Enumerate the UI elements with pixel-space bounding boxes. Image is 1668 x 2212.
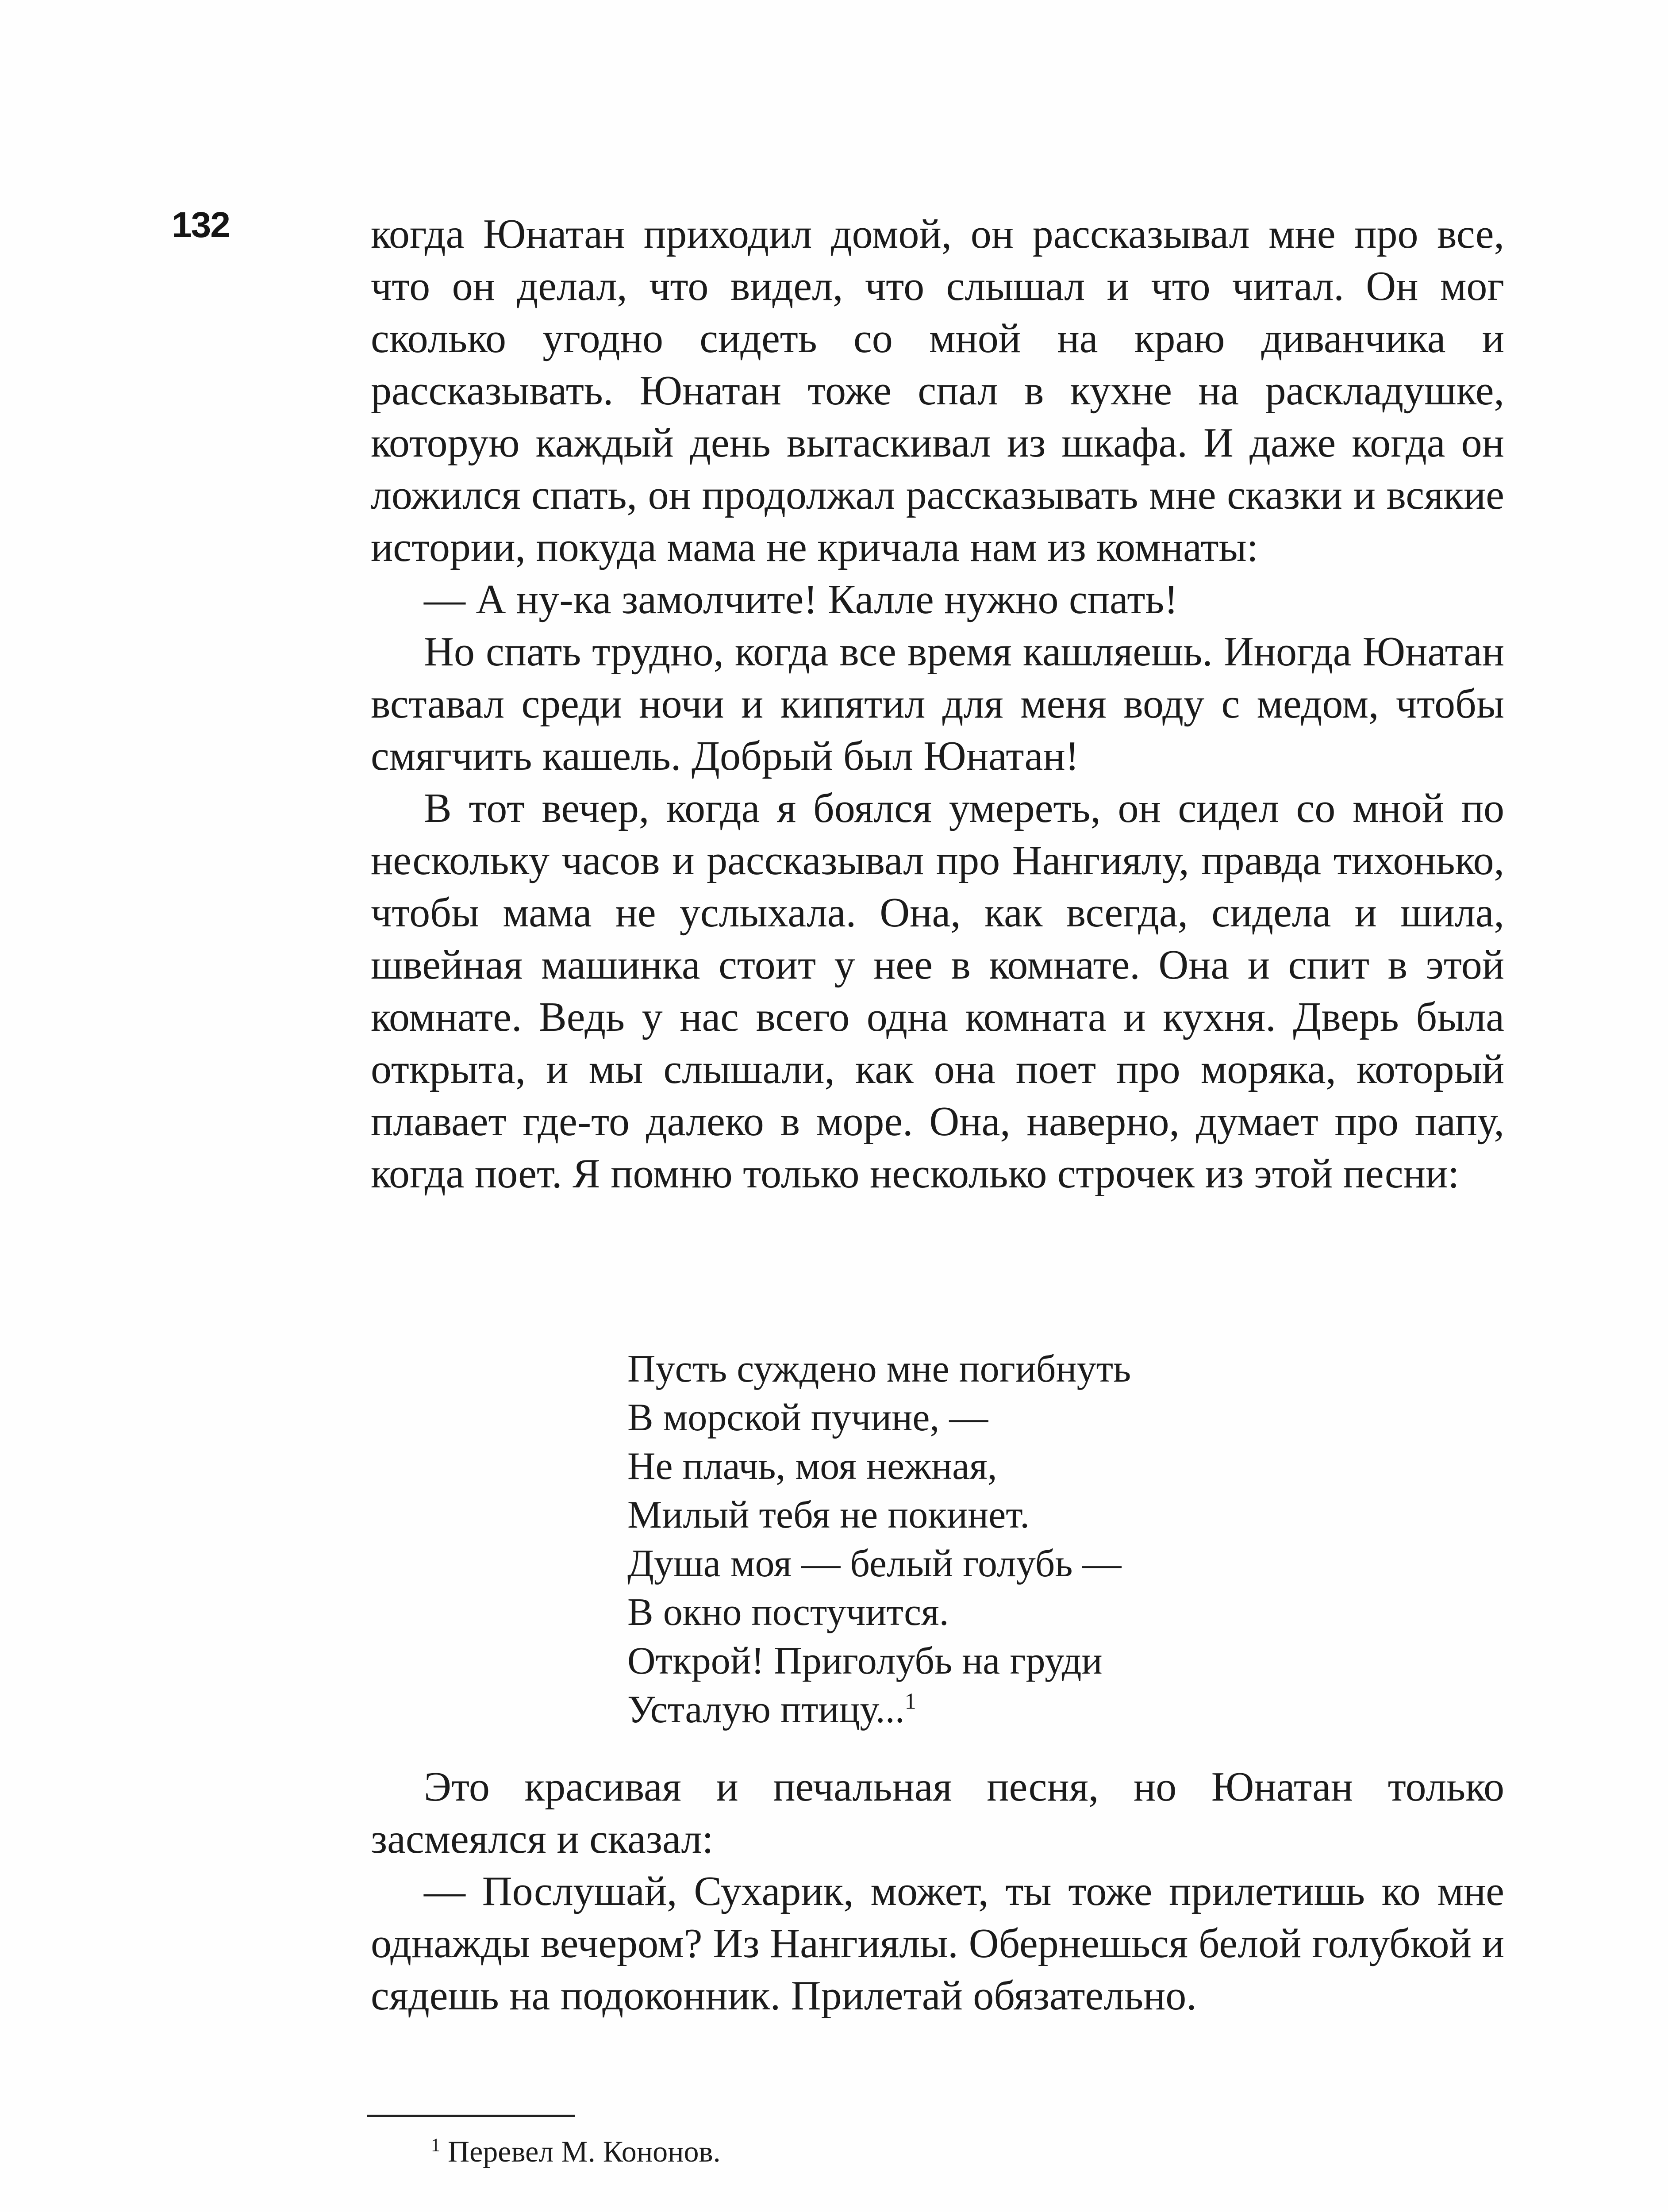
verse-line: В морской пучине, —: [627, 1396, 988, 1439]
page-number: 132: [172, 205, 230, 245]
verse-line: Пусть суждено мне погибнуть: [627, 1348, 1131, 1390]
verse-line: Милый тебя не покинет.: [627, 1494, 1030, 1536]
dialogue-line: — А ну-ка замолчите! Калле нужно спать!: [424, 576, 1178, 622]
main-text-block: [371, 208, 1504, 1200]
verse-line: В окно постучится.: [627, 1591, 949, 1634]
paragraph: В тот вечер, когда я боялся умереть, он сидел со мной по нескольку часов и рассказывал про Нангиялу, правда тихонько, чтобы мама не услыхала. Она, как всегда, сидела и шила, швейная машинка стоит у нее в комнате. Она и спит в этой комнате. Ведь у нас всего одна комната и кухня. Дверь была открыта, и мы слышали, как она поет про моряка, который плавает где-то далеко в море. Она, наверно, думает про папу, когда поет. Я помню только несколько строчек из этой песни:: [371, 785, 1504, 1197]
footnote: [431, 2132, 721, 2170]
dialogue-line: — Послушай, Сухарик, может, ты тоже прилетишь ко мне однажды вечером? Из Нангиялы. Обернешься белой голубкой и сядешь на подоконник. Прилетай обязательно.: [371, 1868, 1504, 2019]
verse-line: [627, 1686, 1291, 1734]
verse-line: Душа моя — белый голубь —: [627, 1542, 1122, 1585]
song-verse: [627, 1345, 1291, 1734]
verse-line: Открой! Приголубь на груди: [627, 1640, 1103, 1682]
main-text-block-continued: [371, 1761, 1504, 2022]
paragraph: когда Юнатан приходил домой, он рассказывал мне про все, что он делал, что видел, что слышал и что читал. Он мог сколько угодно сидеть со мной на краю диванчика и рассказывать. Юнатан тоже спал в кухне на раскладушке, которую каждый день вытаскивал из шкафа. И даже когда он ложился спать, он продолжал рассказывать мне сказки и всякие истории, покуда мама не кричала нам из комнаты:: [371, 211, 1504, 570]
verse-line: Не плачь, моя нежная,: [627, 1445, 997, 1488]
footnote-text: Перевел М. Кононов.: [448, 2135, 721, 2168]
footnote-marker: 1: [431, 2135, 440, 2156]
footnote-divider: [367, 2115, 575, 2117]
footnote-reference: 1: [904, 1689, 916, 1714]
paragraph: Это красивая и печальная песня, но Юнатан только засмеялся и сказал:: [371, 1764, 1504, 1862]
paragraph: Но спать трудно, когда все время кашляешь. Иногда Юнатан вставал среди ночи и кипятил для меня воду с медом, чтобы смягчить кашель. Добрый был Юнатан!: [371, 629, 1504, 779]
verse-line-text: Усталую птицу...: [627, 1688, 905, 1731]
